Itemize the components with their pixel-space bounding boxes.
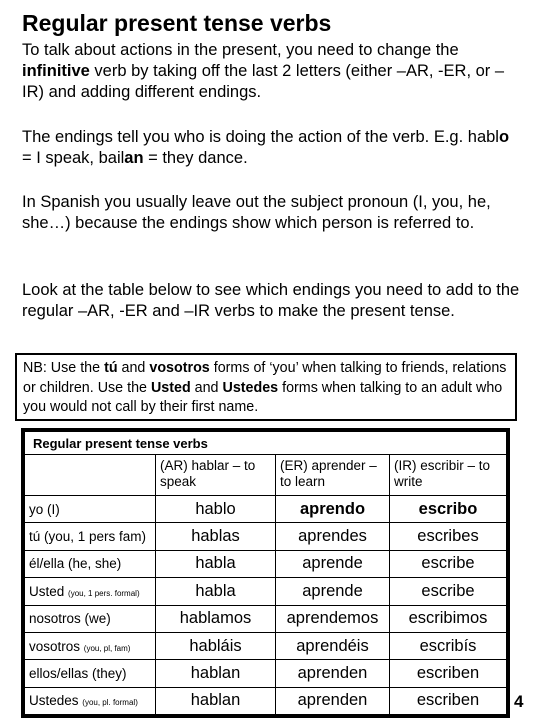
header-er-verb: (ER) aprender – to learn [276, 455, 390, 496]
example2-meaning: = they dance. [143, 149, 248, 167]
example2-stem: bail [98, 149, 125, 167]
table-row [25, 687, 507, 714]
note-text: forms when talking to an adult who you would not call by their first name. [23, 379, 503, 415]
pronoun-label: nosotros (we) [29, 611, 111, 627]
page-number: 4 [514, 692, 524, 711]
table-row [25, 496, 507, 523]
pronoun-label: él/ella (he, she) [29, 556, 122, 572]
er-form: aprendes [276, 523, 390, 550]
ir-form: escriben [390, 687, 507, 714]
table-header-row [25, 455, 507, 496]
row-label [25, 660, 156, 687]
er-form: aprenden [276, 660, 390, 687]
table-row [25, 550, 507, 577]
note-text: and [190, 379, 223, 396]
intro-paragraph [22, 40, 522, 103]
example1-meaning: = I speak, [22, 149, 99, 167]
intro-text-start: To talk about actions in the present, you need to change the [22, 41, 459, 59]
ir-form: escribes [390, 523, 507, 550]
row-label [25, 578, 156, 605]
table-row [25, 605, 507, 632]
note-bold-tu: tú [104, 360, 118, 376]
header-ir-verb: (IR) escribir – to write [390, 455, 507, 496]
verb-endings-table [24, 431, 507, 715]
page-title: Regular present tense verbs [22, 10, 332, 36]
table-caption: Regular present tense verbs [25, 432, 507, 455]
row-label [25, 632, 156, 659]
ir-form: escribo [390, 496, 507, 523]
table-row [25, 523, 507, 550]
er-form: aprendemos [276, 605, 390, 632]
note-text: forms of ‘you’ when talking to friends, relations or children. Use the [23, 360, 507, 396]
row-label [25, 687, 156, 714]
ir-form: escribís [390, 632, 507, 659]
er-form: aprende [276, 578, 390, 605]
verb-table-frame [21, 428, 510, 718]
pronoun-label: tú (you, 1 pers fam) [29, 529, 147, 545]
endings-intro: The endings tell you who is doing the action of the verb. E.g. [22, 128, 468, 146]
table-row [25, 578, 507, 605]
table-intro-paragraph: Look at the table below to see which endings you need to add to the regular –AR, -ER and –IR verbs to make the present tense. [22, 281, 520, 320]
row-label [25, 496, 156, 523]
ar-form: hablas [156, 523, 276, 550]
ar-form: hablamos [156, 605, 276, 632]
note-bold-vosotros: vosotros [149, 360, 210, 376]
nb-note-box [15, 353, 517, 421]
row-label [25, 550, 156, 577]
er-form: aprendéis [276, 632, 390, 659]
pronoun-label: Ustedes [29, 693, 83, 709]
ar-form: hablo [156, 496, 276, 523]
table-row [25, 632, 507, 659]
pronoun-label: Usted [29, 583, 69, 599]
row-label [25, 605, 156, 632]
example2-ending: an [124, 149, 144, 167]
pronoun-label: ellos/ellas (they) [29, 665, 127, 681]
example1-stem: habl [467, 128, 499, 146]
ir-form: escribe [390, 578, 507, 605]
pronoun-note: (you, 1 pers. formal) [68, 588, 140, 598]
ar-form: hablan [156, 660, 276, 687]
note-text: and [117, 360, 150, 376]
pronoun-label: yo (I) [29, 501, 60, 517]
infinitive-keyword: infinitive [22, 62, 90, 80]
header-ar-verb: (AR) hablar – to speak [156, 455, 276, 496]
header-empty-cell [25, 455, 156, 496]
ar-form: habla [156, 550, 276, 577]
er-form: aprende [276, 550, 390, 577]
row-label [25, 523, 156, 550]
ar-form: habláis [156, 632, 276, 659]
pronoun-paragraph: In Spanish you usually leave out the subject pronoun (I, you, he, she…) because the endings show which person is referred to. [22, 193, 491, 232]
pronoun-note: (you, pl. formal) [82, 698, 138, 708]
er-form: aprenden [276, 687, 390, 714]
ir-form: escriben [390, 660, 507, 687]
er-form: aprendo [276, 496, 390, 523]
ir-form: escribe [390, 550, 507, 577]
note-bold-ustedes: Ustedes [222, 379, 279, 396]
table-row [25, 660, 507, 687]
pronoun-note: (you, pl, fam) [83, 643, 131, 653]
table-caption-row [25, 432, 507, 455]
ar-form: hablan [156, 687, 276, 714]
ir-form: escribimos [390, 605, 507, 632]
pronoun-label: vosotros [29, 638, 84, 654]
intro-text-end: verb by taking off the last 2 letters (either –AR, -ER, or –IR) and adding different endings. [22, 62, 505, 101]
note-text: NB: Use the [23, 360, 105, 376]
ar-form: habla [156, 578, 276, 605]
note-bold-usted: Usted [150, 379, 191, 396]
example1-ending: o [498, 128, 510, 146]
endings-paragraph [22, 127, 522, 169]
